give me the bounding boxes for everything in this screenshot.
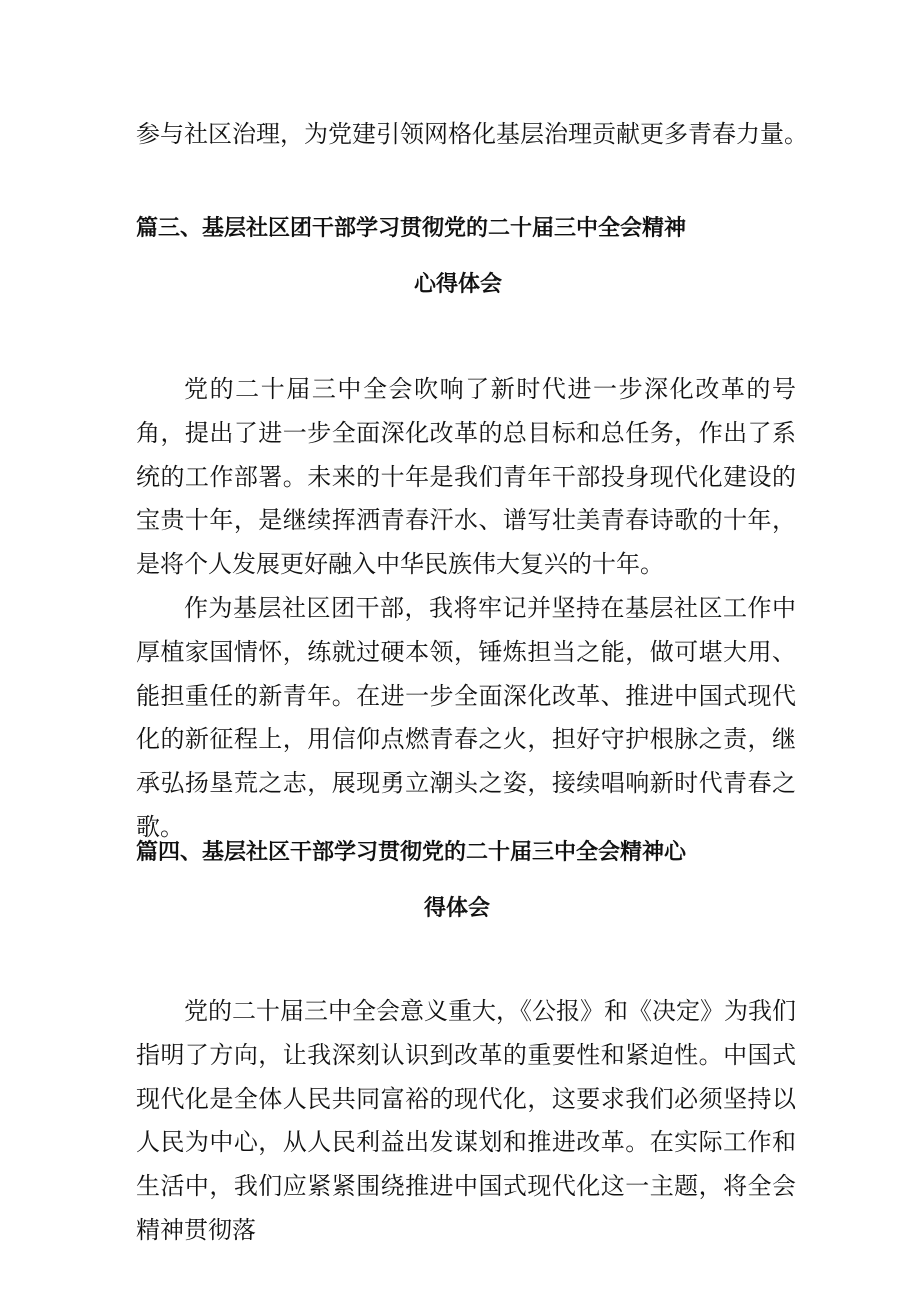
- section3-paragraph-1: 党的二十届三中全会吹响了新时代进一步深化改革的号角，提出了进一步全面深化改革的总目标和总任务，作出了系统的工作部署。未来的十年是我们青年干部投身现代化建设的宝贵十年，是继续挥洒青春汗水、谱写壮美青春诗歌的十年，是将个人发展更好融入中华民族伟大复兴的十年。: [136, 375, 796, 579]
- continuation-paragraph: 参与社区治理，为党建引领网格化基层治理贡献更多青春力量。: [136, 120, 808, 148]
- section3-title-line1: 篇三、基层社区团干部学习贯彻党的二十届三中全会精神: [136, 216, 687, 241]
- section3-title-line2: 心得体会: [414, 272, 503, 297]
- section4-paragraph-1: 党的二十届三中全会意义重大，《公报》和《决定》为我们指明了方向，让我深刻认识到改革的重要性和紧迫性。中国式现代化是全体人民共同富裕的现代化，这要求我们必须坚持以人民为中心，从人民利益出发谋划和推进改革。在实际工作和生活中，我们应紧紧围绕推进中国式现代化这一主题，将全会精神贯彻落: [136, 997, 796, 1244]
- section3-paragraph-2: 作为基层社区团干部，我将牢记并坚持在基层社区工作中厚植家国情怀，练就过硬本领，锤炼担当之能，做可堪大用、能担重任的新青年。在进一步全面深化改革、推进中国式现代化的新征程上，用信仰点燃青春之火，担好守护根脉之责，继承弘扬垦荒之志，展现勇立潮头之姿，接续唱响新时代青春之歌。: [136, 594, 796, 841]
- section4-title-line1: 篇四、基层社区干部学习贯彻党的二十届三中全会精神心: [136, 840, 687, 865]
- section4-title-line2: 得体会: [424, 896, 491, 921]
